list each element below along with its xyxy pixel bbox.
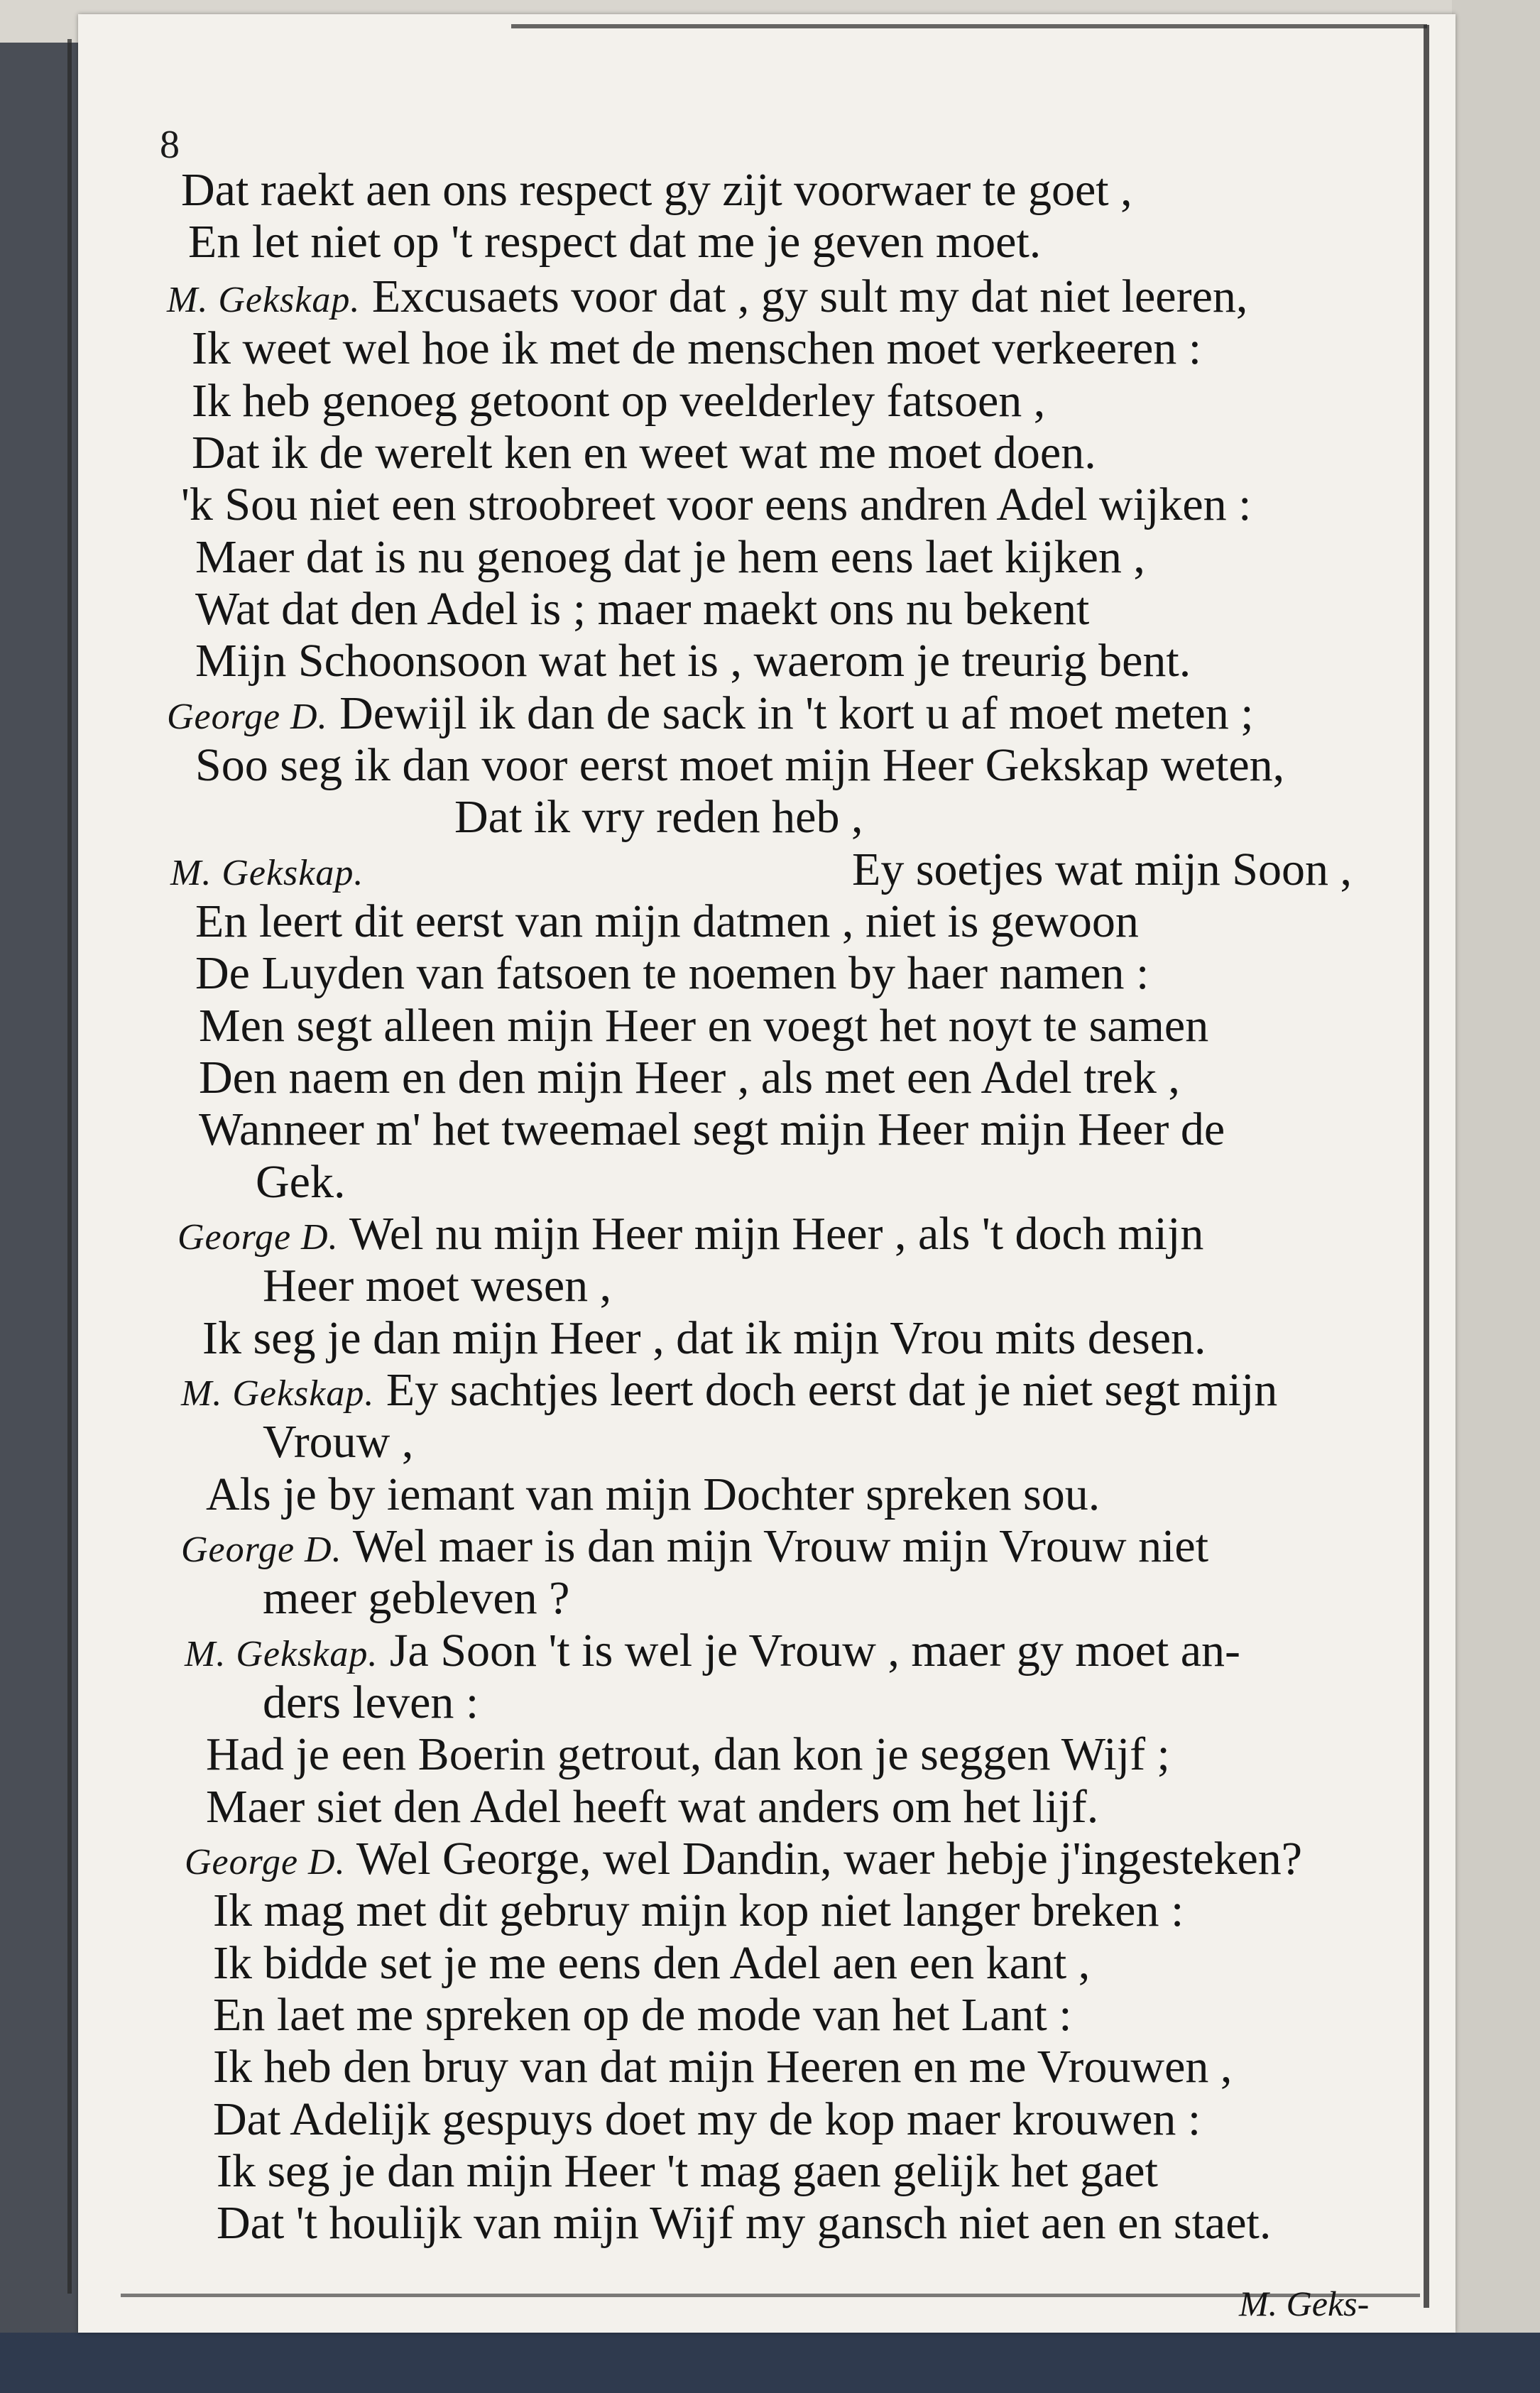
text-line	[213, 1989, 1072, 2041]
line-text: Gek.	[256, 1156, 346, 1208]
text-line	[454, 791, 863, 843]
line-text: Excusaets voor dat , gy sult my dat niet leeren,	[371, 271, 1248, 322]
page-number: 8	[160, 123, 180, 167]
line-text: 'k Sou niet een stroobreet voor eens andren Adel wijken :	[181, 479, 1252, 530]
text-line	[206, 1468, 1101, 1520]
text-line	[181, 1520, 1209, 1572]
text-line	[185, 1833, 1303, 1885]
line-text: Wat dat den Adel is ; maer maekt ons nu bekent	[195, 583, 1090, 635]
text-line	[181, 481, 1252, 528]
text-line	[192, 427, 1096, 479]
line-text: En laet me spreken op de mode van het Lant :	[213, 1989, 1072, 2041]
line-text: En let niet op 't respect dat me je geven moet.	[188, 216, 1042, 268]
line-text: Dat raekt aen ons respect gy zijt voorwaer te goet ,	[181, 164, 1132, 216]
text-line	[195, 531, 1145, 583]
speaker-name: M. Gekskap.	[167, 280, 361, 320]
text-line	[199, 1103, 1225, 1155]
line-text: Wel maer is dan mijn Vrouw mijn Vrouw niet	[352, 1520, 1209, 1572]
line-text: Maer dat is nu genoeg dat je hem eens laet kijken ,	[195, 531, 1145, 583]
text-line	[188, 216, 1042, 268]
line-text: Den naem en den mijn Heer , als met een Adel trek ,	[199, 1052, 1180, 1103]
speaker-name: George D.	[178, 1217, 339, 1258]
text-line	[181, 164, 1132, 216]
line-text: Wel nu mijn Heer mijn Heer , als 't doch mijn	[349, 1208, 1204, 1260]
line-text: Dat ik vry reden heb ,	[454, 791, 863, 843]
text-line	[181, 1364, 1278, 1416]
speaker-name: George D.	[167, 697, 328, 737]
line-text: Ik heb den bruy van dat mijn Heeren en me Vrouwen ,	[213, 2041, 1233, 2093]
line-text: Ik mag met dit gebruy mijn kop niet langer breken :	[213, 1885, 1184, 1936]
line-text: Ik heb genoeg getoont op veelderley fatsoen ,	[192, 375, 1046, 427]
text-line	[167, 687, 1254, 739]
line-text: Wel George, wel Dandin, waer hebje j'ingesteken?	[356, 1833, 1303, 1885]
line-text: Vrouw ,	[263, 1416, 414, 1468]
line-text: Ja Soon 't is wel je Vrouw , maer gy moet an-	[389, 1625, 1241, 1677]
text-line	[195, 635, 1191, 687]
line-text: Dat 't houlijk van mijn Wijf my gansch niet aen en staet.	[217, 2197, 1272, 2249]
line-text: Wanneer m' het tweemael segt mijn Heer mijn Heer de	[199, 1103, 1225, 1155]
line-text: Ey soetjes wat mijn Soon ,	[852, 844, 1352, 895]
text-line	[195, 947, 1149, 999]
text-line	[263, 1260, 612, 1312]
text-line	[206, 1781, 1099, 1833]
line-text: Ik seg je dan mijn Heer 't mag gaen gelijk het gaet	[217, 2145, 1158, 2197]
line-text: En leert dit eerst van mijn datmen , niet is gewoon	[195, 895, 1139, 947]
text-line	[195, 583, 1090, 635]
text-line	[199, 1054, 1180, 1101]
line-text: Als je by iemant van mijn Dochter spreken sou.	[206, 1468, 1101, 1520]
speaker-name: George D.	[181, 1530, 342, 1570]
text-line	[217, 2145, 1158, 2197]
text-line	[213, 1887, 1184, 1934]
line-text: Dewijl ik dan de sack in 't kort u af moet meten ;	[339, 687, 1254, 739]
line-text: Maer siet den Adel heeft wat anders om het lijf.	[206, 1781, 1099, 1833]
speaker-name: M. Gekskap.	[170, 853, 364, 893]
catchword: M. Geks-	[1239, 2284, 1370, 2323]
line-text: Ik bidde set je me eens den Adel aen een kant ,	[213, 1937, 1091, 1989]
text-line	[192, 375, 1046, 427]
text-line	[263, 1679, 479, 1726]
text-line	[167, 273, 1247, 320]
text-line	[195, 895, 1139, 947]
line-text: Dat Adelijk gespuys doet my de kop maer krouwen :	[213, 2093, 1201, 2145]
line-text: meer gebleven ?	[263, 1572, 570, 1624]
text-line	[852, 846, 1352, 893]
line-text: ders leven :	[263, 1677, 479, 1728]
text-line	[217, 2197, 1272, 2249]
speaker-name: M. Gekskap.	[185, 1634, 378, 1674]
line-text: Soo seg ik dan voor eerst moet mijn Heer Gekskap weten,	[195, 739, 1285, 791]
speaker-name: M. Gekskap.	[181, 1373, 375, 1414]
text-line	[263, 1572, 570, 1624]
text-line	[199, 1000, 1209, 1052]
line-text: Dat ik de werelt ken en weet wat me moet doen.	[192, 427, 1096, 479]
line-text: Ik seg je dan mijn Heer , dat ik mijn Vrou mits desen.	[202, 1312, 1206, 1364]
text-line	[263, 1416, 414, 1468]
text-line	[178, 1208, 1204, 1260]
text-line	[206, 1728, 1170, 1780]
line-text: De Luyden van fatsoen te noemen by haer namen :	[195, 947, 1149, 999]
line-text: Heer moet wesen ,	[263, 1260, 612, 1312]
line-text: Mijn Schoonsoon wat het is , waerom je treurig bent.	[195, 635, 1191, 687]
text-line	[185, 1625, 1241, 1677]
text-line	[213, 1937, 1091, 1989]
line-text: Had je een Boerin getrout, dan kon je seggen Wijf ;	[206, 1728, 1170, 1780]
line-text: Men segt alleen mijn Heer en voegt het noyt te samen	[199, 1000, 1209, 1052]
text-line	[256, 1156, 346, 1208]
text-line	[213, 2093, 1201, 2145]
text-line	[195, 739, 1285, 791]
line-text: Ey sachtjes leert doch eerst dat je niet segt mijn	[386, 1364, 1278, 1416]
line-text: Ik weet wel hoe ik met de menschen moet verkeeren :	[192, 322, 1202, 374]
text-line	[170, 846, 364, 893]
speaker-name: George D.	[185, 1842, 346, 1882]
text-line	[202, 1312, 1206, 1364]
text-line	[213, 2041, 1233, 2093]
text-line	[192, 322, 1202, 374]
